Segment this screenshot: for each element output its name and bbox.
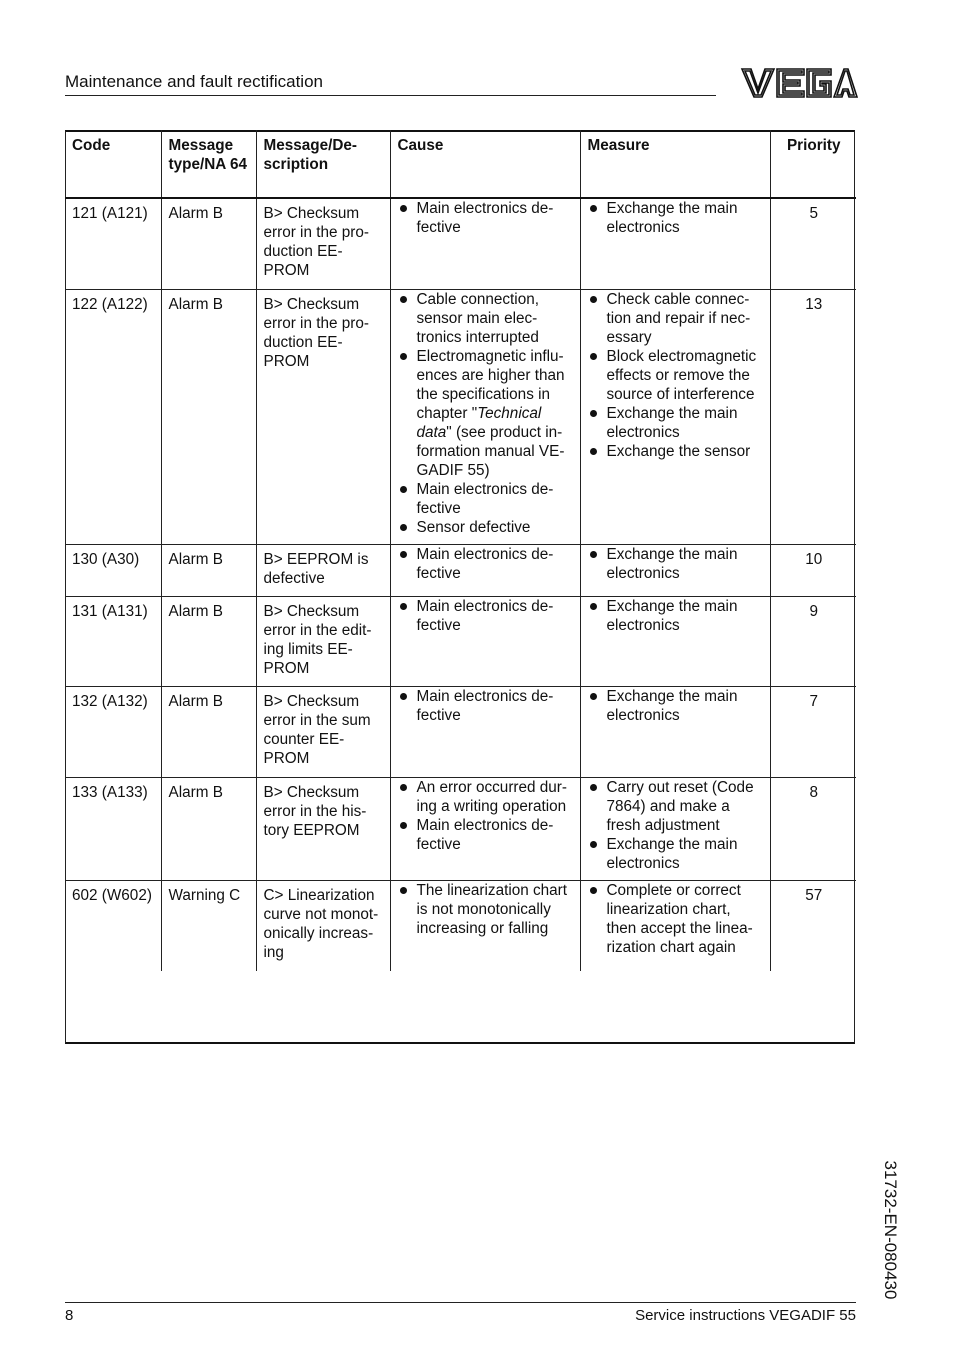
cell-message-description: B> Checksum error in the edit-ing limits EE-PROM [256, 596, 390, 686]
cell-cause-item: Sensor defective [398, 518, 574, 537]
cell-measure-list [588, 290, 764, 461]
cell-measure-list [588, 597, 764, 635]
cell-measure-item: Exchange the main electronics [588, 687, 764, 725]
cell-priority: 9 [770, 596, 856, 686]
cell-message-type: Alarm B [161, 596, 256, 686]
cell-measure [580, 289, 770, 544]
cell-cause [390, 596, 580, 686]
table-header-row [65, 130, 856, 198]
cell-cause-list [398, 290, 574, 537]
cell-code: 602 (W602) [72, 886, 152, 904]
document-id: 31732-EN-080430 [881, 1160, 900, 1300]
cell-code: 122 (A122) [65, 289, 161, 544]
cell-priority: 13 [770, 289, 856, 544]
cell-message-description: B> Checksum error in the his-tory EEPROM [256, 777, 390, 880]
cell-measure [580, 596, 770, 686]
cell-cause [390, 544, 580, 596]
cell-message-description: B> Checksum error in the pro-duction EE-PROM [256, 198, 390, 289]
cell-measure-item: Exchange the main electronics [588, 835, 764, 873]
cell-cause-list [398, 687, 574, 725]
cell-measure-item: Exchange the sensor [588, 442, 764, 461]
cell-measure [580, 198, 770, 289]
cell-priority: 5 [770, 198, 856, 289]
vega-logo [740, 66, 858, 100]
cell-cause-item: Main electronics de-fective [398, 816, 574, 854]
table-row [65, 686, 856, 777]
cell-message-type: Alarm B [161, 777, 256, 880]
column-header-cause: Cause [390, 130, 580, 198]
cell-priority: 57 [770, 880, 856, 971]
cell-code: 132 (A132) [65, 686, 161, 777]
cell-cause-list [398, 199, 574, 237]
cell-message-type: Alarm B [161, 198, 256, 289]
cell-cause-list [398, 545, 574, 583]
cell-measure-list [588, 687, 764, 725]
cell-measure-item: Complete or correct linearization chart, then accept the linea-rization chart again [588, 881, 764, 957]
cell-measure-list [588, 881, 764, 957]
column-header-priority: Priority [770, 130, 856, 198]
column-header-code: Code [65, 130, 161, 198]
cell-cause-item: Main electronics de-fective [398, 545, 574, 583]
cell-message-description: C> Linearization curve not monot-onically increas-ing [256, 880, 390, 971]
table-row [65, 777, 856, 880]
cell-priority: 8 [770, 777, 856, 880]
cell-cause [390, 198, 580, 289]
table-row [65, 596, 856, 686]
cell-measure-list [588, 545, 764, 583]
cell-cause-item: Main electronics de-fective [398, 199, 574, 237]
cell-message-type: Warning C [161, 880, 256, 971]
cell-message-description: B> Checksum error in the sum counter EE-PROM [256, 686, 390, 777]
section-title: Maintenance and fault rectification [65, 72, 323, 91]
cell-measure-item: Exchange the main electronics [588, 404, 764, 442]
cell-message-description: B> EEPROM is defective [256, 544, 390, 596]
column-header-measure: Measure [580, 130, 770, 198]
cell-message-type: Alarm B [161, 686, 256, 777]
cell-cause [390, 686, 580, 777]
cell-cause [390, 289, 580, 544]
table-row [65, 198, 856, 289]
cell-measure [580, 777, 770, 880]
cell-measure-item: Exchange the main electronics [588, 199, 764, 237]
cell-message-description: B> Checksum error in the pro-duction EE-PROM [256, 289, 390, 544]
table-body [65, 198, 856, 971]
cell-measure-list [588, 199, 764, 237]
cell-measure-item: Check cable connec-tion and repair if nec-essary [588, 290, 764, 347]
chapter-reference: Technical data [416, 404, 542, 441]
footer-divider [65, 1302, 856, 1303]
table-row [65, 880, 856, 971]
cell-cause-item: Main electronics de-fective [398, 597, 574, 635]
cell-measure-list [588, 778, 764, 873]
cell-measure [580, 686, 770, 777]
cell-cause-item: The linearization chart is not monotonically increasing or falling [398, 881, 574, 938]
cell-measure [580, 544, 770, 596]
cell-measure-item: Carry out reset (Code 7864) and make a fresh adjustment [588, 778, 764, 835]
header-divider [65, 95, 716, 96]
cell-measure-item: Exchange the main electronics [588, 545, 764, 583]
cell-cause-list [398, 597, 574, 635]
cell-code: 131 (A131) [65, 596, 161, 686]
column-header-message-type: Message type/NA 64 [161, 130, 256, 198]
cell-code: 133 (A133) [65, 777, 161, 880]
fault-table [65, 130, 856, 971]
cell-code: 130 (A30) [65, 544, 161, 596]
cell-code: 121 (A121) [65, 198, 161, 289]
cell-cause-item: Main electronics de-fective [398, 687, 574, 725]
cell-cause [390, 777, 580, 880]
table-row [65, 544, 856, 596]
column-header-message-description: Message/De-scription [256, 130, 390, 198]
cell-message-type: Alarm B [161, 289, 256, 544]
cell-cause-list [398, 778, 574, 854]
cell-priority: 7 [770, 686, 856, 777]
cell-cause-item: An error occurred dur-ing a writing operation [398, 778, 574, 816]
cell-measure-item: Block electromagnetic effects or remove the source of interference [588, 347, 764, 404]
page-number: 8 [65, 1307, 74, 1324]
cell-measure [580, 880, 770, 971]
cell-cause [390, 880, 580, 971]
cell-cause-item: Electromagnetic influ-ences are higher than the specifications in chapter "Technical data" (see product in-formation manual VE-GADIF 55) [398, 347, 574, 480]
cell-measure-item: Exchange the main electronics [588, 597, 764, 635]
cell-priority: 10 [770, 544, 856, 596]
cell-cause-item: Main electronics de-fective [398, 480, 574, 518]
cell-message-type: Alarm B [161, 544, 256, 596]
cell-cause-list [398, 881, 574, 938]
cell-cause-item: Cable connection, sensor main elec-tronics interrupted [398, 290, 574, 347]
table-row [65, 289, 856, 544]
footer-document-title: Service instructions VEGADIF 55 [635, 1307, 856, 1324]
